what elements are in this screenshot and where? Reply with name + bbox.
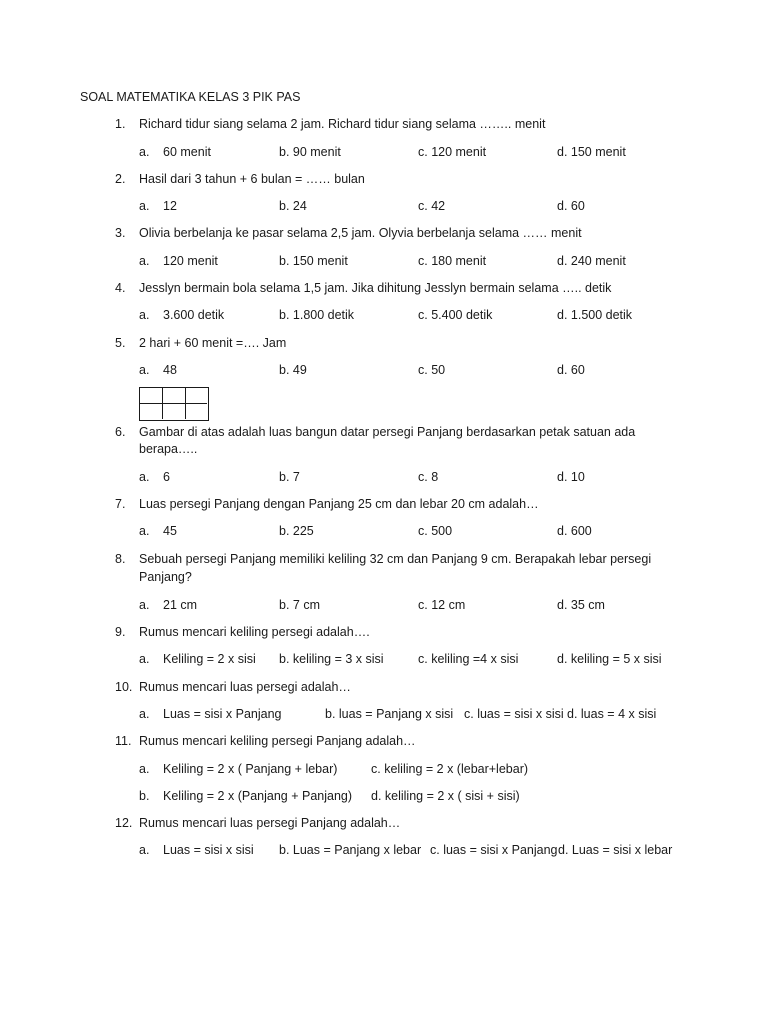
question-text-continued: berapa….. [139,442,198,456]
grid-cell [163,388,186,404]
option-a: 120 menit [163,254,218,268]
question-text: Rumus mencari keliling persegi adalah…. [139,625,370,639]
option-d: d. 60 [557,199,585,213]
option-a: Luas = sisi x sisi [163,843,254,857]
option-a-label: a. [139,598,150,612]
question-text: Rumus mencari luas persegi adalah… [139,680,351,694]
option-a-label: a. [139,254,150,268]
option-a: 6 [163,470,170,484]
grid-cell [140,404,163,419]
option-c: c. keliling =4 x sisi [418,652,519,666]
option-b: b. 24 [279,199,307,213]
question-text: Jesslyn bermain bola selama 1,5 jam. Jika dihitung Jesslyn bermain selama ….. detik [139,281,612,295]
question-number: 1. [115,117,126,131]
question-text-continued: Panjang? [139,570,192,584]
question-text: Rumus mencari luas persegi Panjang adalah… [139,816,401,830]
option-a: Keliling = 2 x sisi [163,652,256,666]
option-d: d. luas = 4 x sisi [567,707,657,721]
grid-cell [186,404,207,419]
question-text: Rumus mencari keliling persegi Panjang adalah… [139,734,416,748]
question-number: 12. [115,816,133,830]
option-a-label: a. [139,524,150,538]
question-text: Luas persegi Panjang dengan Panjang 25 cm dan lebar 20 cm adalah… [139,497,539,511]
question-number: 2. [115,172,126,186]
option-c: c. 120 menit [418,145,487,159]
option-d: d. 60 [557,363,585,377]
option-b: b. 90 menit [279,145,341,159]
option-a: 21 cm [163,598,198,612]
option-a-label: a. [139,470,150,484]
option-d: d. 240 menit [557,254,626,268]
question-number: 7. [115,497,126,511]
option-c: c. 180 menit [418,254,487,268]
option-d: d. 35 cm [557,598,605,612]
question-text: 2 hari + 60 menit =…. Jam [139,336,287,350]
option-a-label: a. [139,145,150,159]
option-c: c. 12 cm [418,598,466,612]
question-number: 5. [115,336,126,350]
question-text: Richard tidur siang selama 2 jam. Richard tidur siang selama …….. menit [139,117,546,131]
grid-cell [186,388,207,404]
grid-cell [140,388,163,404]
option-b: b. 49 [279,363,307,377]
option-c: c. luas = sisi x sisi [464,707,564,721]
option-d: d. 1.500 detik [557,308,633,322]
option-a: 3.600 detik [163,308,225,322]
option-b: b. keliling = 3 x sisi [279,652,384,666]
option-d: d. keliling = 5 x sisi [557,652,662,666]
option-d: d. 150 menit [557,145,626,159]
option-a-label: a. [139,363,150,377]
question-number: 4. [115,281,126,295]
option-b: b. 7 [279,470,300,484]
question-text: Sebuah persegi Panjang memiliki keliling 32 cm dan Panjang 9 cm. Berapakah lebar persegi [139,552,652,566]
option-c: c. 50 [418,363,446,377]
option-a-label: a. [139,762,150,776]
option-a: 45 [163,524,177,538]
option-a: 60 menit [163,145,211,159]
option-a: 12 [163,199,177,213]
option-a-label: a. [139,199,150,213]
option-d: d. keliling = 2 x ( sisi + sisi) [371,789,520,803]
option-b: b. 1.800 detik [279,308,355,322]
option-b: b. Luas = Panjang x lebar [279,843,422,857]
option-b: b. 225 [279,524,314,538]
option-b: b. 7 cm [279,598,320,612]
option-c: c. 5.400 detik [418,308,493,322]
unit-square-grid [139,387,209,421]
grid-cell [163,404,186,419]
option-d: d. 600 [557,524,592,538]
question-number: 3. [115,226,126,240]
question-number: 11. [115,734,132,748]
option-c: c. 8 [418,470,439,484]
question-text: Hasil dari 3 tahun + 6 bulan = …… bulan [139,172,365,186]
option-d: d. Luas = sisi x lebar [558,843,673,857]
question-text: Olivia berbelanja ke pasar selama 2,5 jam. Olyvia berbelanja selama …… menit [139,226,582,240]
option-a: Keliling = 2 x ( Panjang + lebar) [163,762,338,776]
option-a-label: a. [139,308,150,322]
option-b: b. 150 menit [279,254,348,268]
option-c: c. luas = sisi x Panjang [430,843,558,857]
question-number: 10. [115,680,133,694]
question-text: Gambar di atas adalah luas bangun datar persegi Panjang berdasarkan petak satuan ada [139,425,636,439]
option-c: c. 500 [418,524,453,538]
option-b: b. luas = Panjang x sisi [325,707,454,721]
question-number: 9. [115,625,126,639]
option-c: c. keliling = 2 x (lebar+lebar) [371,762,529,776]
document-title: SOAL MATEMATIKA KELAS 3 PIK PAS [80,90,301,104]
question-number: 6. [115,425,126,439]
option-d: d. 10 [557,470,585,484]
option-b: Keliling = 2 x (Panjang + Panjang) [163,789,353,803]
option-a-label: a. [139,707,150,721]
option-b-label: b. [139,789,150,803]
option-a-label: a. [139,843,150,857]
option-a-label: a. [139,652,150,666]
option-c: c. 42 [418,199,446,213]
option-a: 48 [163,363,177,377]
option-a: Luas = sisi x Panjang [163,707,282,721]
question-number: 8. [115,552,126,566]
